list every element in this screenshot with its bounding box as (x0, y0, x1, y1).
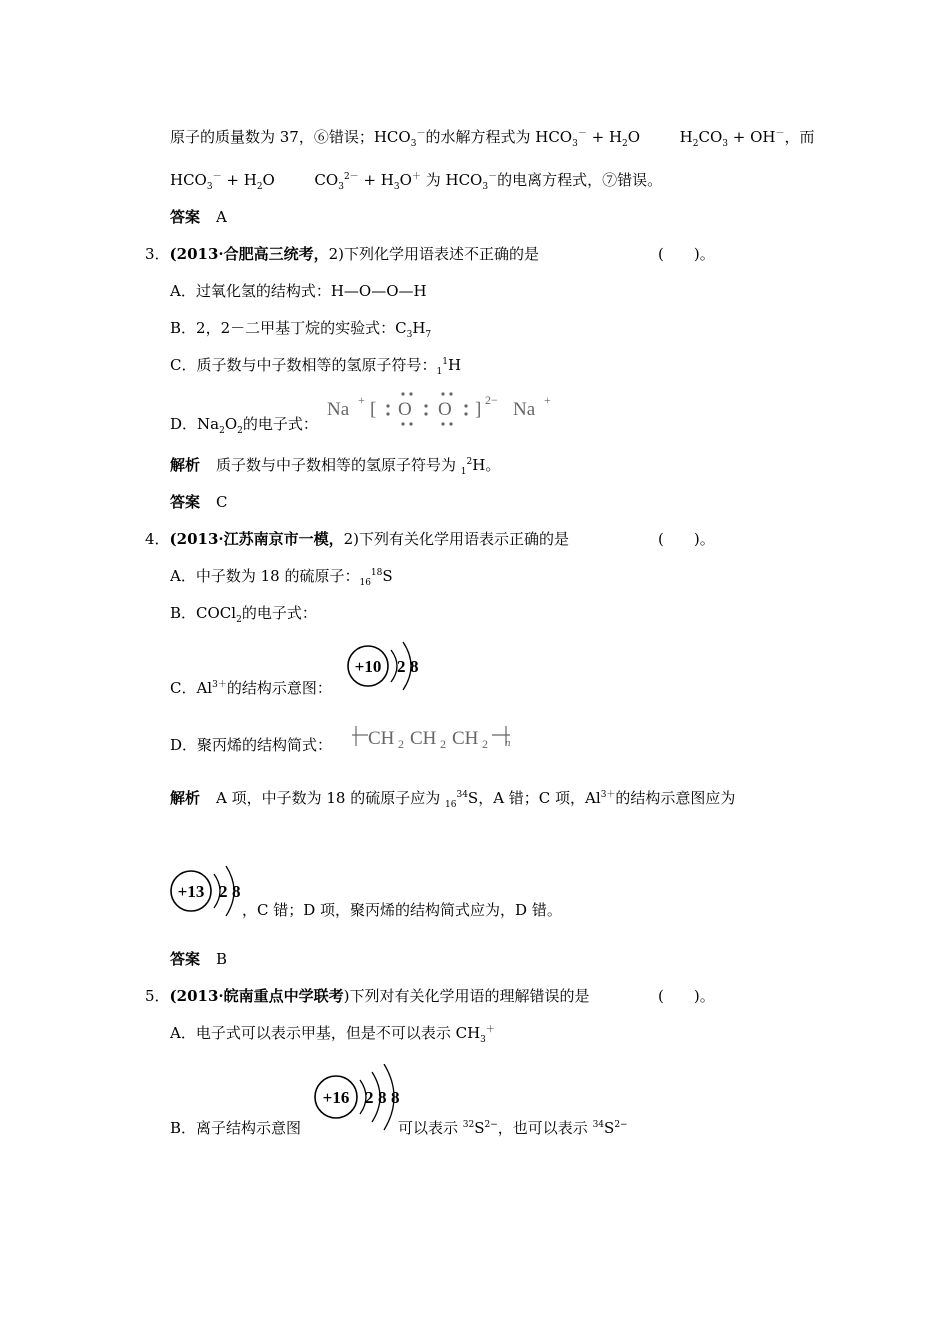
svg-text:O: O (398, 399, 412, 420)
svg-text:+16: +16 (322, 1088, 350, 1107)
svg-text:8: 8 (232, 882, 241, 901)
q4-option-b: B．COCl$_2$的电子式： (170, 604, 317, 625)
svg-text:CH: CH (452, 728, 479, 749)
svg-text:+13: +13 (177, 882, 205, 901)
svg-text:O: O (438, 399, 452, 420)
svg-text:CH: CH (410, 728, 437, 749)
q4-analysis: 解析 A 项，中子数为 18 的硫原子应为 $_{16}^{34}$S，A 错；C 项，$Al^{3+}$的结构示意图应为 (170, 789, 736, 810)
intro-line-2: $HCO_3^- + H_2O$ $CO_3^{2-} + H_3O^+$ 为 $HCO_3^-$的电离方程式，⑦错误。 (170, 171, 663, 192)
svg-text:]: ] (475, 399, 482, 420)
svg-text:2: 2 (397, 657, 406, 676)
svg-text:+: + (358, 393, 365, 407)
q3-option-a: A．过氧化氢的结构式：H—O—O—H (170, 282, 427, 300)
svg-text:n: n (505, 737, 511, 749)
q3-answer: 答案 C (170, 493, 228, 511)
intro-line-1: 原子的质量数为 37，⑥错误；$HCO_3^-$的水解方程式为 $HCO_3^- + H_2O$ $H_2CO_3 + OH^-$，而 (170, 128, 815, 149)
svg-text:Na: Na (327, 399, 350, 420)
svg-text:8: 8 (391, 1088, 400, 1107)
q3-stem: 3．(2013·合肥高三统考，2)下列化学用语表述不正确的是 (145, 245, 540, 263)
q4-option-c: C．$Al^{3+}$的结构示意图： (170, 679, 332, 697)
q5-stem: 5．(2013·皖南重点中学联考)下列对有关化学用语的理解错误的是 (145, 987, 590, 1005)
q3-option-d: D．$Na_2O_2$的电子式： (170, 415, 318, 436)
na2o2-electron-formula (325, 390, 565, 430)
q4-option-d: D．聚丙烯的结构简式： (170, 736, 333, 754)
q5-bracket: ( )。 (658, 987, 715, 1005)
q3-analysis: 解析 质子数与中子数相等的氢原子符号为 $_1^2$H。 (170, 456, 501, 477)
svg-text:8: 8 (378, 1088, 387, 1107)
q3-option-c: C．质子数与中子数相等的氢原子符号：$_1^1$H (170, 356, 462, 377)
q4-option-a: A．中子数为 18 的硫原子：$_{16}^{18}$S (170, 567, 393, 588)
svg-text:2−: 2− (485, 393, 498, 407)
q5-option-a: A．电子式可以表示甲基，但是不可以表示 $CH_3^+$ (170, 1024, 495, 1045)
al3-structure-diagram (345, 638, 425, 694)
svg-text:Na: Na (513, 399, 536, 420)
svg-text:8: 8 (410, 657, 419, 676)
q4-analysis-cont: ，C 错；D 项，聚丙烯的结构简式应为，D 错。 (242, 901, 562, 919)
q3-option-b: B．2，2－二甲基丁烷的实验式：$C_3H_7$ (170, 319, 432, 340)
svg-text:[: [ (370, 399, 377, 420)
q5-option-b-label: B．离子结构示意图 (170, 1119, 302, 1137)
svg-text:CH: CH (368, 728, 395, 749)
svg-text:2: 2 (482, 737, 488, 751)
q5-option-b-text: 可以表示 $^{32}S^{2-}$，也可以表示 $^{34}S^{2-}$ (398, 1119, 628, 1137)
svg-text:+10: +10 (354, 657, 382, 676)
q4-bracket: ( )。 (658, 530, 715, 548)
svg-text:2: 2 (440, 737, 446, 751)
q4-stem: 4．(2013·江苏南京市一模，2)下列有关化学用语表示正确的是 (145, 530, 570, 548)
svg-text:2: 2 (365, 1088, 374, 1107)
al3-correct-diagram (168, 862, 248, 918)
svg-text:+: + (544, 393, 551, 407)
svg-text:2: 2 (398, 737, 404, 751)
q3-bracket: ( )。 (658, 245, 715, 263)
svg-text:2: 2 (219, 882, 228, 901)
intro-answer: 答案 A (170, 208, 227, 226)
s2-structure-diagram (312, 1064, 412, 1136)
polypropylene-wrong-formula (350, 720, 520, 754)
q4-answer: 答案 B (170, 950, 228, 968)
